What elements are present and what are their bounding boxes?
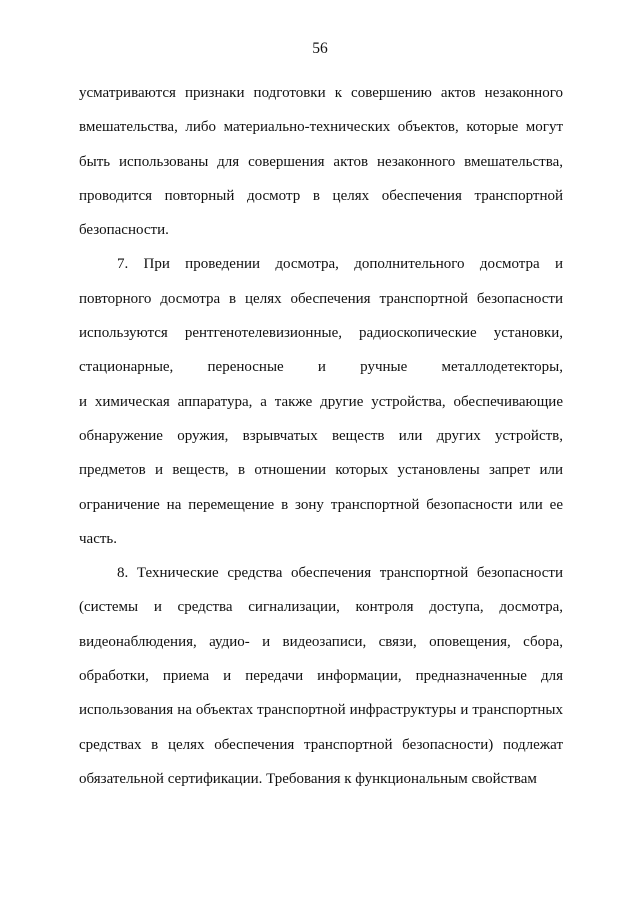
text-line: используются рентгенотелевизионные, радиоскопические установки,: [79, 325, 563, 342]
document-body: [79, 76, 563, 796]
text-line: 8. Технические средства обеспечения транспортной безопасности: [117, 565, 563, 582]
text-line: 7. При проведении досмотра, дополнительного досмотра и: [117, 256, 563, 273]
text-line: безопасности.: [79, 222, 169, 239]
paragraph-item-7: [79, 247, 563, 556]
text-line: вмешательства, либо материально-технических объектов, которые могут: [79, 119, 563, 136]
text-line: использования на объектах транспортной инфраструктуры и транспортных: [79, 702, 563, 719]
text-line: ограничение на перемещение в зону транспортной безопасности или ее: [79, 496, 563, 513]
paragraph-item-8: [79, 556, 563, 796]
text-line: обнаружение оружия, взрывчатых веществ или других устройств,: [79, 427, 563, 444]
text-line: средствах в целях обеспечения транспортной безопасности) подлежат: [79, 736, 563, 753]
page-number: 56: [312, 40, 328, 57]
paragraph-continuation: [79, 76, 563, 247]
text-line: усматриваются признаки подготовки к совершению актов незаконного: [79, 85, 563, 101]
text-line: обработки, приема и передачи информации, предназначенные для: [79, 668, 563, 685]
text-line: повторного досмотра в целях обеспечения транспортной безопасности: [79, 290, 563, 307]
text-line: часть.: [79, 530, 118, 547]
text-line: предметов и веществ, в отношении которых установлены запрет или: [79, 462, 563, 479]
text-line: быть использованы для совершения актов незаконного вмешательства,: [79, 153, 563, 170]
text-line: обязательной сертификации. Требования к функциональным свойствам: [79, 770, 537, 787]
text-line: проводится повторный досмотр в целях обеспечения транспортной: [79, 187, 563, 204]
text-line: и химическая аппаратура, а также другие устройства, обеспечивающие: [79, 393, 563, 410]
text-line: стационарные, переносные и ручные металлодетекторы,: [79, 359, 563, 376]
text-line: видеонаблюдения, аудио- и видеозаписи, связи, оповещения, сбора,: [79, 633, 563, 650]
paragraph-list: [79, 76, 563, 796]
text-line: (системы и средства сигнализации, контроля доступа, досмотра,: [79, 599, 563, 616]
